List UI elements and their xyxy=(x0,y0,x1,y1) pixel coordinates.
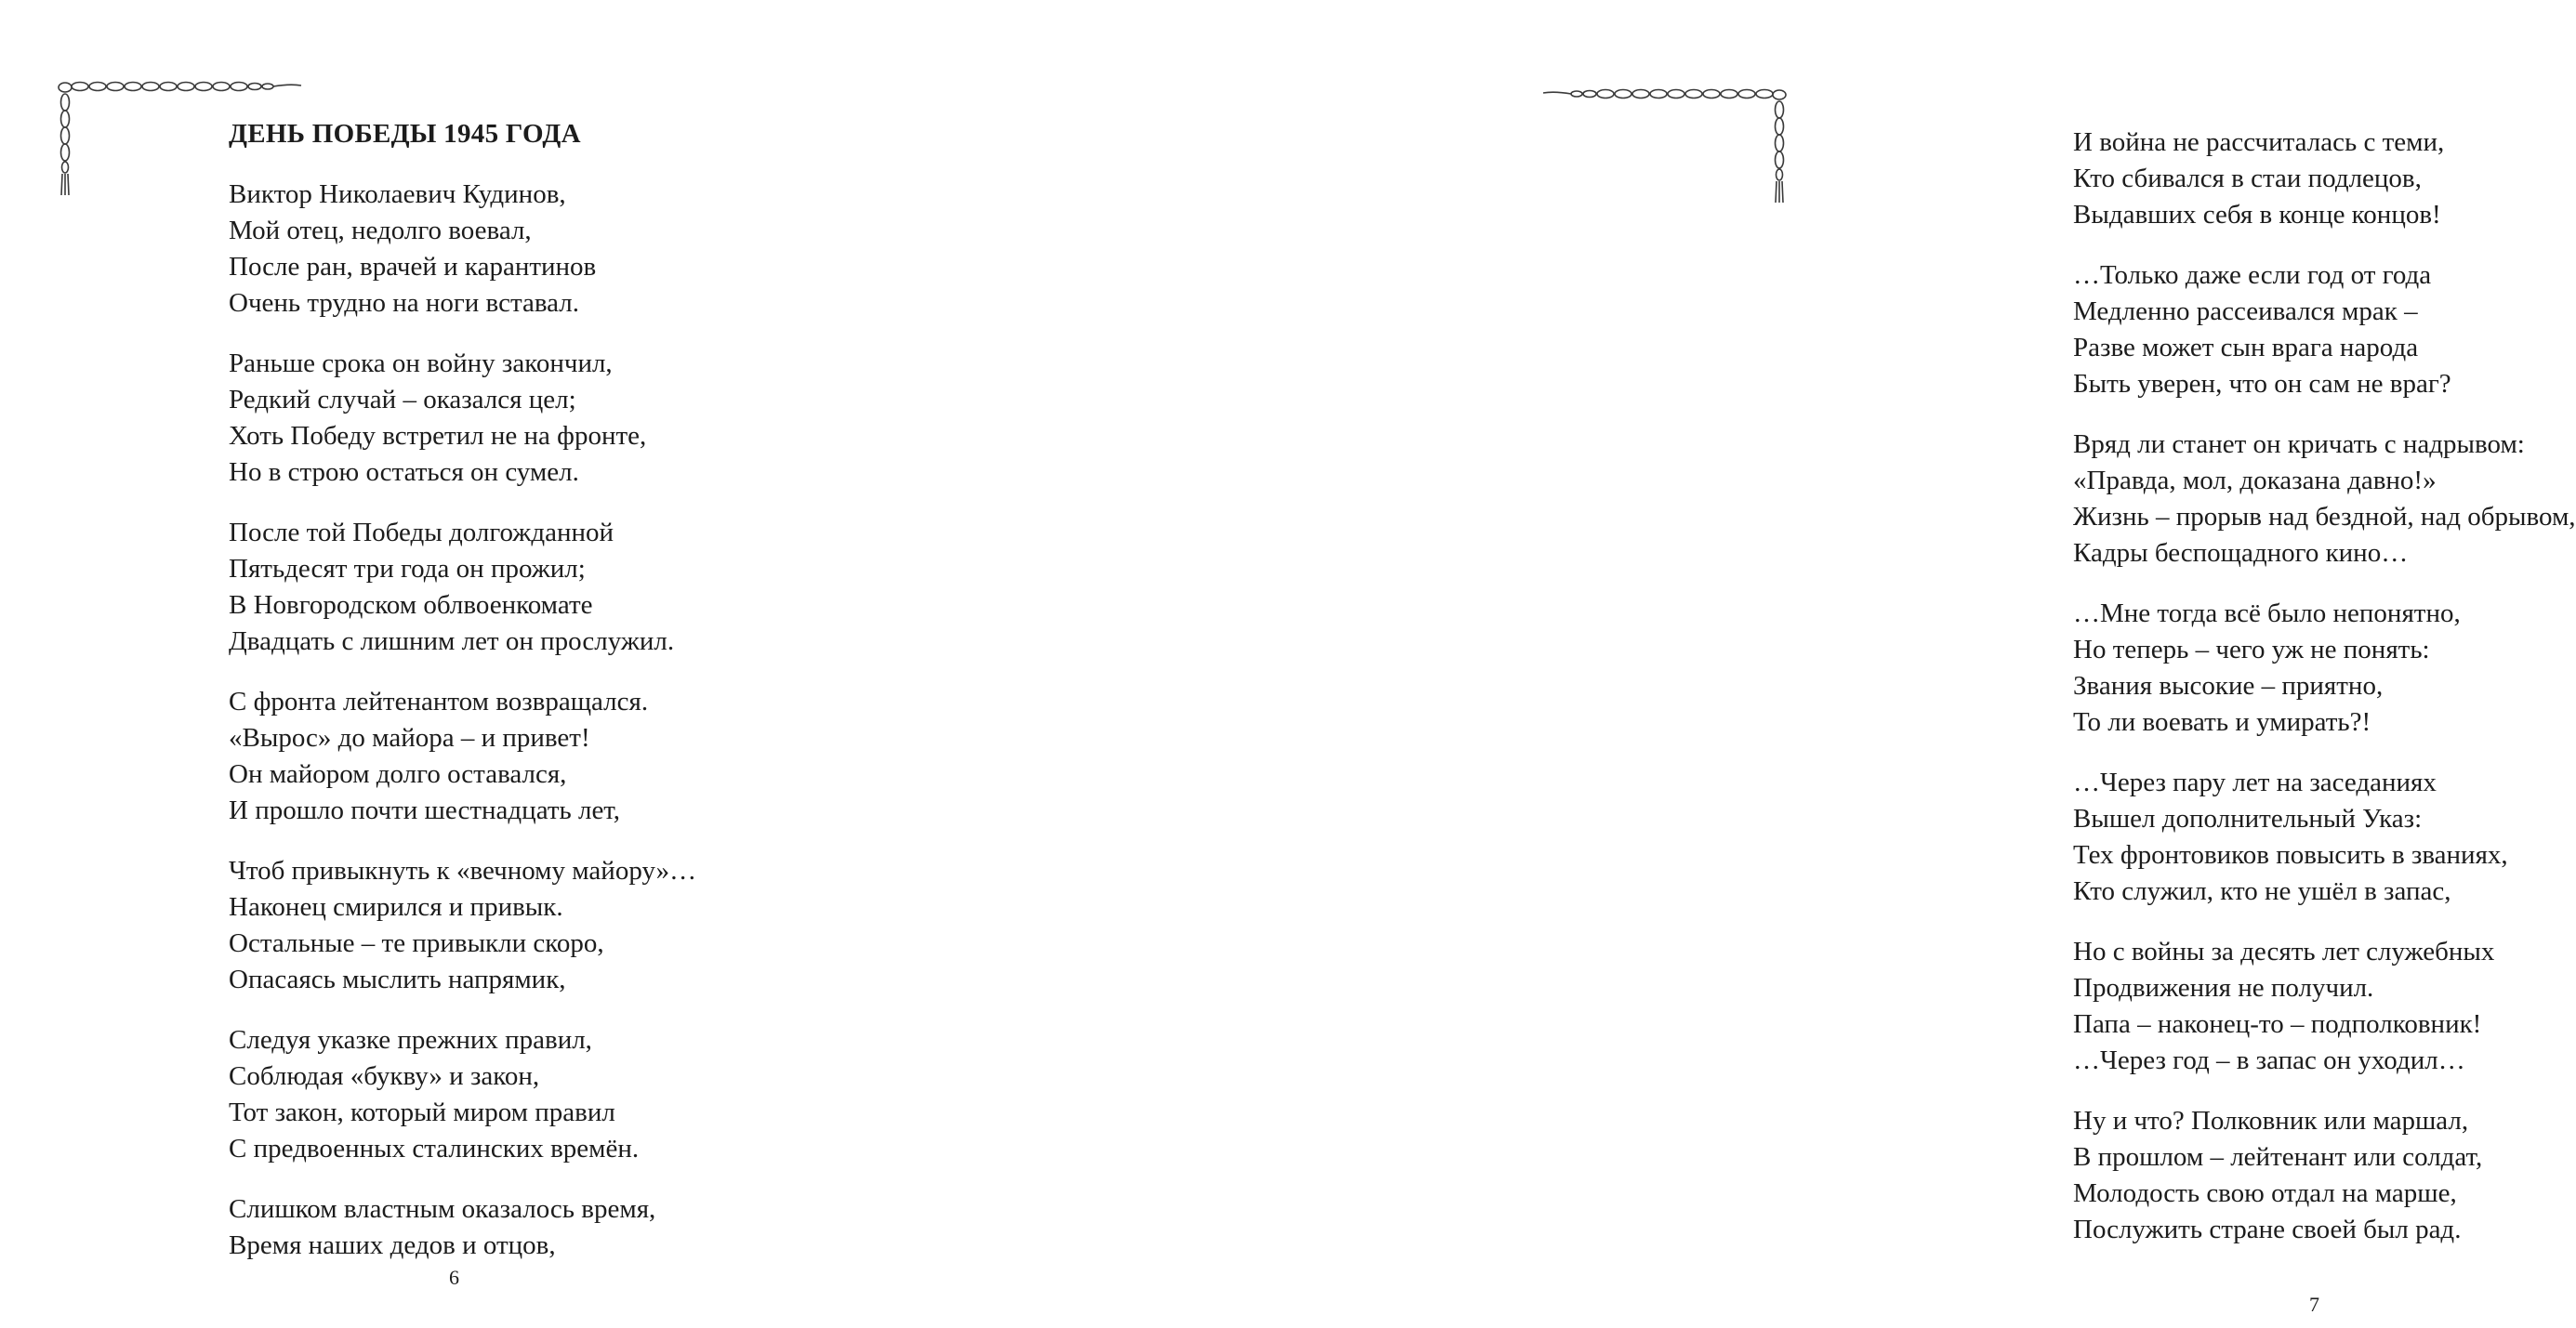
poem-line: Опасаясь мыслить напрямик, xyxy=(229,965,566,994)
page-number: 6 xyxy=(449,1266,459,1289)
stanza xyxy=(229,1191,696,1264)
stanza xyxy=(229,346,696,491)
poem-line: Быть уверен, что он сам не враг? xyxy=(2073,369,2451,399)
poem-line: Но в строю остаться он сумел. xyxy=(229,457,579,487)
poem-line: Тех фронтовиков повысить в званиях, xyxy=(2073,840,2508,870)
poem-line: …Только даже если год от года xyxy=(2073,260,2432,290)
poem-line: С фронта лейтенантом возвращался. xyxy=(229,687,649,717)
stanza xyxy=(2073,125,2576,233)
left-page xyxy=(0,0,930,1328)
stanza xyxy=(2073,257,2576,402)
poem-line: …Через год – в запас он уходил… xyxy=(2073,1045,2465,1075)
poem-line: …Через пару лет на заседаниях xyxy=(2073,768,2437,797)
poem-line: Ну и что? Полковник или маршал, xyxy=(2073,1106,2469,1136)
poem-line: Но теперь – чего уж не понять: xyxy=(2073,635,2430,664)
poem-line: Раньше срока он войну закончил, xyxy=(229,348,613,378)
poem-line: Следуя указке прежних правил, xyxy=(229,1025,592,1055)
poem-line: «Вырос» до майора – и привет! xyxy=(229,723,590,753)
stanza xyxy=(2073,934,2576,1079)
poem-line: В Новгородском облвоенкомате xyxy=(229,590,593,620)
poem-text-left xyxy=(229,177,696,1288)
poem-line: После той Победы долгожданной xyxy=(229,518,614,547)
stanza xyxy=(2073,1103,2576,1248)
poem-line: Наконец смирился и привык. xyxy=(229,892,563,922)
poem-line: …Мне тогда всё было непонятно, xyxy=(2073,598,2461,628)
poem-line: В прошлом – лейтенант или солдат, xyxy=(2073,1142,2483,1172)
poem-line: Чтоб привыкнуть к «вечному майору»… xyxy=(229,856,697,886)
poem-line: После ран, врачей и карантинов xyxy=(229,252,597,282)
poem-line: «Правда, мол, доказана давно!» xyxy=(2073,466,2437,495)
poem-line: Хоть Победу встретил не на фронте, xyxy=(229,421,647,451)
stanza xyxy=(2073,596,2576,741)
stanza xyxy=(229,177,696,322)
poem-line: Вышел дополнительный Указ: xyxy=(2073,804,2423,834)
stanza xyxy=(2073,427,2576,572)
poem-title: ДЕНЬ ПОБЕДЫ 1945 ГОДА xyxy=(229,119,581,149)
stanza xyxy=(2073,765,2576,910)
stanza xyxy=(229,1022,696,1167)
stanza xyxy=(229,515,696,660)
poem-line: Вряд ли станет он кричать с надрывом: xyxy=(2073,429,2525,459)
poem-line: Остальные – те привыкли скоро, xyxy=(229,928,604,958)
poem-line: И прошло почти шестнадцать лет, xyxy=(229,795,621,825)
poem-line: Мой отец, недолго воевал, xyxy=(229,216,532,245)
poem-line: С предвоенных сталинских времён. xyxy=(229,1134,640,1164)
poem-line: Папа – наконец-то – подполковник! xyxy=(2073,1009,2482,1039)
poem-line: Редкий случай – оказался цел; xyxy=(229,385,576,414)
poem-line: Выдавших себя в конце концов! xyxy=(2073,200,2441,230)
poem-line: Медленно рассеивался мрак – xyxy=(2073,296,2418,326)
poem-line: И война не рассчиталась с теми, xyxy=(2073,127,2445,157)
poem-line: Двадцать с лишним лет он прослужил. xyxy=(229,626,675,656)
poem-line: Время наших дедов и отцов, xyxy=(229,1230,556,1260)
poem-line: Он майором долго оставался, xyxy=(229,759,567,789)
poem-line: Продвижения не получил. xyxy=(2073,973,2374,1003)
poem-line: Тот закон, который миром правил xyxy=(229,1098,615,1127)
poem-line: Послужить стране своей был рад. xyxy=(2073,1215,2462,1244)
poem-line: Слишком властным оказалось время, xyxy=(229,1194,656,1224)
poem-line: Кто сбивался в стаи подлецов, xyxy=(2073,164,2422,193)
stanza xyxy=(229,684,696,829)
poem-line: Очень трудно на ноги вставал. xyxy=(229,288,580,318)
poem-line: Кадры беспощадного кино… xyxy=(2073,538,2409,568)
poem-line: Соблюдая «букву» и закон, xyxy=(229,1061,540,1091)
stanza xyxy=(229,853,696,998)
poem-line: Но с войны за десять лет служебных xyxy=(2073,937,2495,966)
poem-line: Жизнь – прорыв над бездной, над обрывом, xyxy=(2073,502,2576,532)
page-number: 7 xyxy=(2309,1293,2319,1316)
poem-line: Виктор Николаевич Кудинов, xyxy=(229,179,566,209)
poem-line: Разве может сын врага народа xyxy=(2073,333,2419,362)
poem-line: Пятьдесят три года он прожил; xyxy=(229,554,586,584)
poem-text-right xyxy=(2073,125,2576,1272)
poem-line: Звания высокие – приятно, xyxy=(2073,671,2384,701)
poem-line: Кто служил, кто не ушёл в запас, xyxy=(2073,876,2451,906)
corner-ornament-icon xyxy=(1536,85,1787,206)
poem-line: Молодость свою отдал на марше, xyxy=(2073,1178,2457,1208)
poem-line: То ли воевать и умирать?! xyxy=(2073,707,2371,737)
